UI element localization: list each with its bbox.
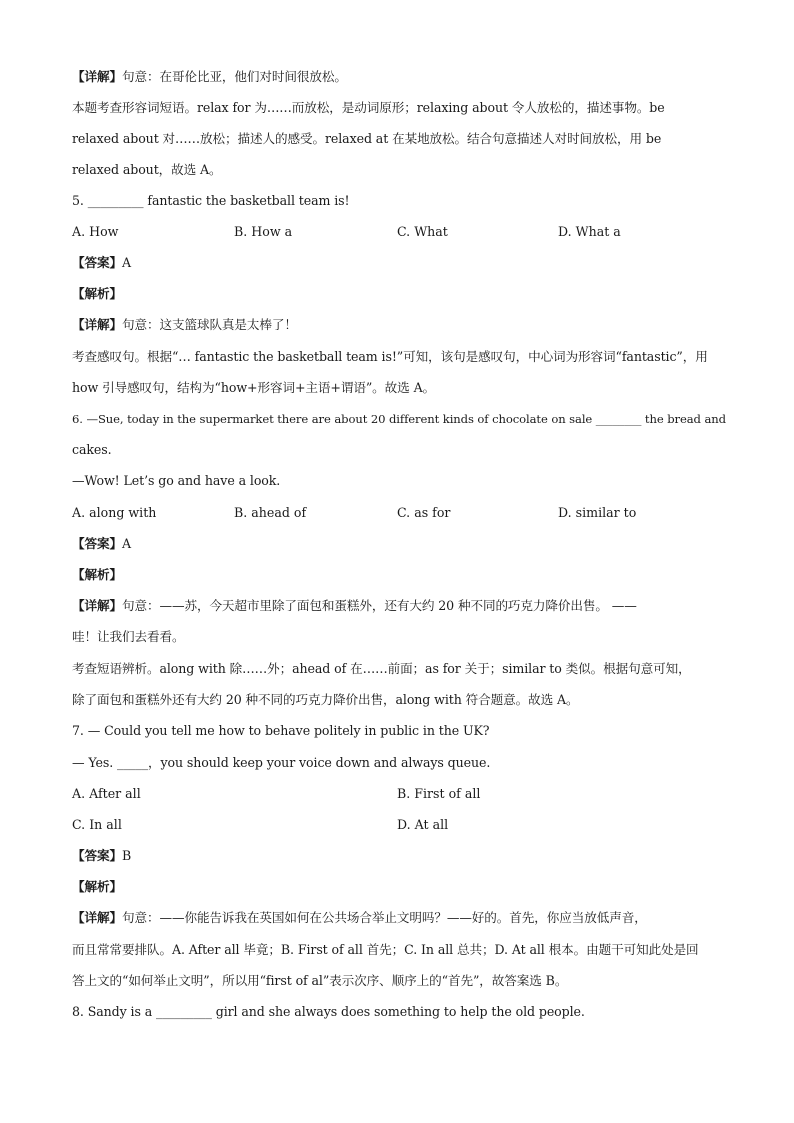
q6-option-d: D. similar to bbox=[558, 505, 637, 520]
section-tag: 【解析】 bbox=[72, 567, 122, 582]
q6-analysis-heading bbox=[72, 566, 727, 584]
q7-detail-line-1: 【详解】句意：——你能告诉我在英国如何在公共场合举止文明吗？——好的。首先，你应当放低声音， bbox=[72, 910, 647, 925]
q6-detail-line-4: 除了面包和蛋糕外还有大约 20 种不同的巧克力降价出售，along with 符合题意。故选 A。 bbox=[72, 692, 579, 707]
q5-answer: 【答案】A bbox=[72, 255, 131, 270]
q5-detail-line-1: 【详解】句意：这支篮球队真是太棒了！ bbox=[72, 317, 297, 332]
q5-stem: 5. _________ fantastic the basketball team is! bbox=[72, 193, 350, 208]
q7-option-c: C. In all bbox=[72, 817, 122, 832]
q5-option-b: B. How a bbox=[234, 224, 293, 239]
section-tag: 【详解】 bbox=[72, 910, 122, 925]
section-tag: 【答案】 bbox=[72, 536, 122, 551]
q6-detail-line-2: 哇！让我们去看看。 bbox=[72, 629, 185, 644]
q6-answer: 【答案】A bbox=[72, 536, 131, 551]
q5-detail-line-2: 考查感叹句。根据“… fantastic the basketball team is!”可知，该句是感叹句，中心词为形容词“fantastic”，用 bbox=[72, 349, 708, 364]
section-tag: 【答案】 bbox=[72, 848, 122, 863]
q4-detail-line-4: relaxed about，故选 A。 bbox=[72, 162, 222, 177]
q6-stem-line-3: —Wow! Let’s go and have a look. bbox=[72, 473, 281, 488]
q5-detail-line-3: how 引导感叹句，结构为“how+形容词+主语+谓语”。故选 A。 bbox=[72, 380, 436, 395]
q7-stem-line-1: 7. — Could you tell me how to behave politely in public in the UK? bbox=[72, 723, 490, 738]
q6-detail-line-3: 考查短语辨析。along with 除……外；ahead of 在……前面；as for 关于；similar to 类似。根据句意可知， bbox=[72, 661, 691, 676]
section-tag: 【答案】 bbox=[72, 255, 122, 270]
q5-option-a: A. How bbox=[72, 224, 119, 239]
q6-stem-line-1: 6. —Sue, today in the supermarket there are about 20 different kinds of chocolate on sale ________ the bread and bbox=[72, 412, 726, 426]
section-tag: 【详解】 bbox=[72, 598, 122, 613]
q6-option-a: A. along with bbox=[72, 505, 157, 520]
q7-analysis-heading bbox=[72, 878, 727, 896]
section-tag: 【解析】 bbox=[72, 286, 122, 301]
q5-option-d: D. What a bbox=[558, 224, 621, 239]
q5-analysis-heading bbox=[72, 285, 727, 303]
section-tag: 【解析】 bbox=[72, 879, 122, 894]
q4-detail-line-3: relaxed about 对……放松；描述人的感受。relaxed at 在某地放松。结合句意描述人对时间放松，用 be bbox=[72, 131, 662, 146]
q7-stem-line-2: — Yes. _____，you should keep your voice down and always queue. bbox=[72, 755, 491, 770]
q4-detail-line-2: 本题考查形容词短语。relax for 为……而放松，是动词原形；relaxing about 令人放松的，描述事物。be bbox=[72, 100, 665, 115]
section-tag: 【详解】 bbox=[72, 317, 122, 332]
section-tag: 【详解】 bbox=[72, 69, 122, 84]
q6-option-c: C. as for bbox=[397, 505, 451, 520]
q8-stem: 8. Sandy is a _________ girl and she always does something to help the old people. bbox=[72, 1004, 585, 1019]
q6-option-b: B. ahead of bbox=[234, 505, 307, 520]
q7-option-d: D. At all bbox=[397, 817, 449, 832]
q7-option-b: B. First of all bbox=[397, 786, 481, 801]
q5-option-c: C. What bbox=[397, 224, 448, 239]
q7-answer: 【答案】B bbox=[72, 848, 132, 863]
q7-detail-line-2: 而且常常要排队。A. After all 毕竟；B. First of all 首先；C. In all 总共；D. At all 根本。由题干可知此处是回 bbox=[72, 942, 699, 957]
q6-stem-line-2: cakes. bbox=[72, 442, 112, 457]
q4-detail-line-1: 【详解】句意：在哥伦比亚，他们对时间很放松。 bbox=[72, 69, 347, 84]
q7-detail-line-3: 答上文的“如何举止文明”，所以用“first of al”表示次序、顺序上的“首先”，故答案选 B。 bbox=[72, 973, 568, 988]
q6-detail-line-1: 【详解】句意：——苏，今天超市里除了面包和蛋糕外，还有大约 20 种不同的巧克力降价出售。 —— bbox=[72, 598, 637, 613]
q7-option-a: A. After all bbox=[72, 786, 141, 801]
